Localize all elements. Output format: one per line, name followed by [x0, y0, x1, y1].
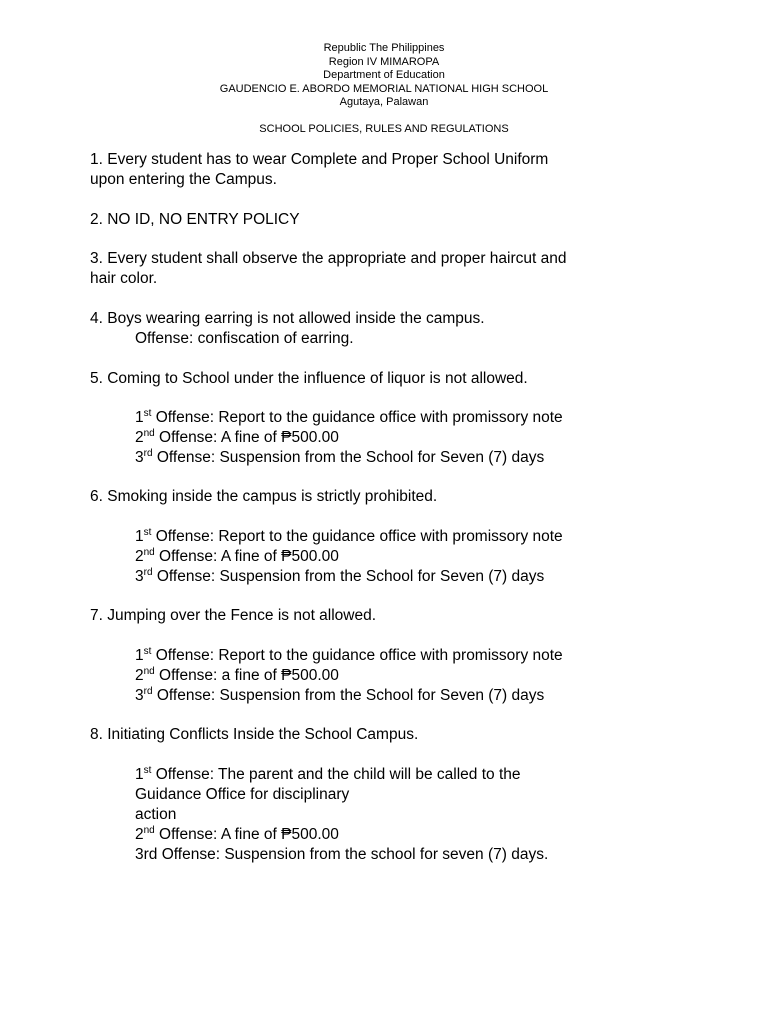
- rule-4-offense: Offense: confiscation of earring.: [135, 330, 354, 347]
- header-department: Department of Education: [323, 69, 445, 81]
- rule-7-offense-3: 3rd Offense: Suspension from the School for Seven (7) days: [135, 686, 545, 704]
- rule-5-offense-3: 3rd Offense: Suspension from the School for Seven (7) days: [135, 448, 545, 466]
- rule-1-line-1: 1. Every student has to wear Complete and Proper School Uniform: [90, 151, 549, 168]
- document-header: [0, 42, 768, 110]
- rule-5-offense-1: 1st Offense: Report to the guidance office with promissory note: [135, 408, 563, 426]
- rule-7: 7. Jumping over the Fence is not allowed.: [90, 607, 377, 624]
- header-region: Region IV MIMAROPA: [328, 55, 440, 68]
- rule-8-offense-3: 3rd Offense: Suspension from the school for seven (7) days.: [135, 846, 549, 863]
- rule-7-offense-2: 2nd Offense: a fine of ₱500.00: [135, 666, 339, 684]
- header-republic: Republic The Philippines: [323, 42, 445, 54]
- rule-8-offense-1: 1st Offense: The parent and the child will be called to the: [135, 765, 521, 783]
- rule-8-offense-1-end: action: [135, 806, 177, 823]
- rule-8-offense-2: 2nd Offense: A fine of ₱500.00: [135, 825, 339, 843]
- rule-6: 6. Smoking inside the campus is strictly prohibited.: [90, 488, 438, 505]
- rule-7-offense-1: 1st Offense: Report to the guidance office with promissory note: [135, 646, 563, 664]
- rule-5-offense-2: 2nd Offense: A fine of ₱500.00: [135, 428, 339, 446]
- rule-2: 2. NO ID, NO ENTRY POLICY: [90, 211, 300, 228]
- rule-3-line-1: 3. Every student shall observe the appropriate and proper haircut and: [90, 250, 567, 267]
- rule-4-line-1: 4. Boys wearing earring is not allowed inside the campus.: [90, 310, 485, 327]
- rule-8-offense-1-cont: Guidance Office for disciplinary: [135, 786, 350, 803]
- rule-6-offense-2: 2nd Offense: A fine of ₱500.00: [135, 547, 339, 565]
- header-school-name: GAUDENCIO E. ABORDO MEMORIAL NATIONAL HIGH SCHOOL: [219, 82, 549, 95]
- document-title: SCHOOL POLICIES, RULES AND REGULATIONS: [259, 123, 509, 135]
- rule-1-line-2: upon entering the Campus.: [90, 171, 277, 188]
- rule-8: 8. Initiating Conflicts Inside the School Campus.: [90, 726, 419, 743]
- rule-3-line-2: hair color.: [90, 270, 158, 287]
- rule-6-offense-3: 3rd Offense: Suspension from the School for Seven (7) days: [135, 567, 545, 585]
- rule-5: 5. Coming to School under the influence of liquor is not allowed.: [90, 370, 528, 387]
- rule-6-offense-1: 1st Offense: Report to the guidance office with promissory note: [135, 527, 563, 545]
- header-location: Agutaya, Palawan: [339, 96, 429, 108]
